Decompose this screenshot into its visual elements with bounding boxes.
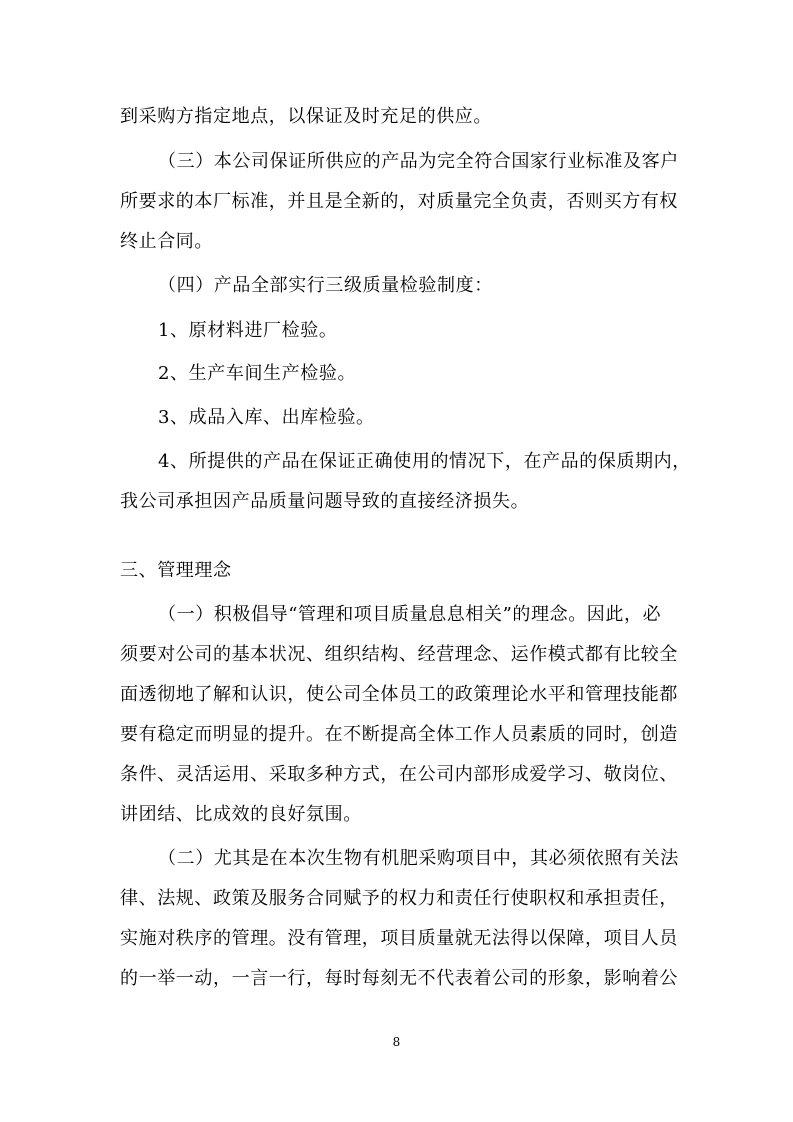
body-line: （三）本公司保证所供应的产品为完全符合国家行业标准及客户 [158,151,679,172]
body-line: 4、所提供的产品在保证正确使用的情况下，在产品的保质期内， [158,451,691,472]
body-line: 要有稳定而明显的提升。在不断提高全体工作人员素质的同时，创造 [120,724,678,745]
section-heading: 三、管理理念 [120,560,232,581]
body-line: 到采购方指定地点，以保证及时充足的供应。 [120,106,492,127]
body-line: 2、生产车间生产检验。 [158,363,357,384]
body-line: 所要求的本厂标准，并且是全新的，对质量完全负责，否则买方有权 [120,191,678,212]
body-line: 终止合同。 [120,231,213,252]
body-line: 讲团结、比成效的良好氛围。 [120,804,362,825]
page-number: 8 [392,1035,401,1049]
body-line: 须要对公司的基本状况、组织结构、经营理念、运作模式都有比较全 [120,644,678,665]
body-line: （一）积极倡导“管理和项目质量息息相关”的理念。因此，必 [158,604,662,625]
body-line: （二）尤其是在本次生物有机肥采购项目中，其必须依照有关法 [158,848,679,869]
body-line: 我公司承担因产品质量问题导致的直接经济损失。 [120,491,530,512]
body-line: 3、成品入库、出库检验。 [158,407,375,428]
body-line: 1、原材料进厂检验。 [158,320,338,341]
body-line: 的一举一动，一言一行，每时每刻无不代表着公司的形象，影响着公 [120,968,678,989]
body-line: 条件、灵活运用、采取多种方式，在公司内部形成爱学习、敬岗位、 [120,764,678,785]
body-line: （四）产品全部实行三级质量检验制度： [158,275,493,296]
body-line: 律、法规、政策及服务合同赋予的权力和责任行使职权和承担责任， [120,888,678,909]
body-line: 面透彻地了解和认识，使公司全体员工的政策理论水平和管理技能都 [120,684,678,705]
body-line: 实施对秩序的管理。没有管理，项目质量就无法得以保障，项目人员 [120,928,678,949]
